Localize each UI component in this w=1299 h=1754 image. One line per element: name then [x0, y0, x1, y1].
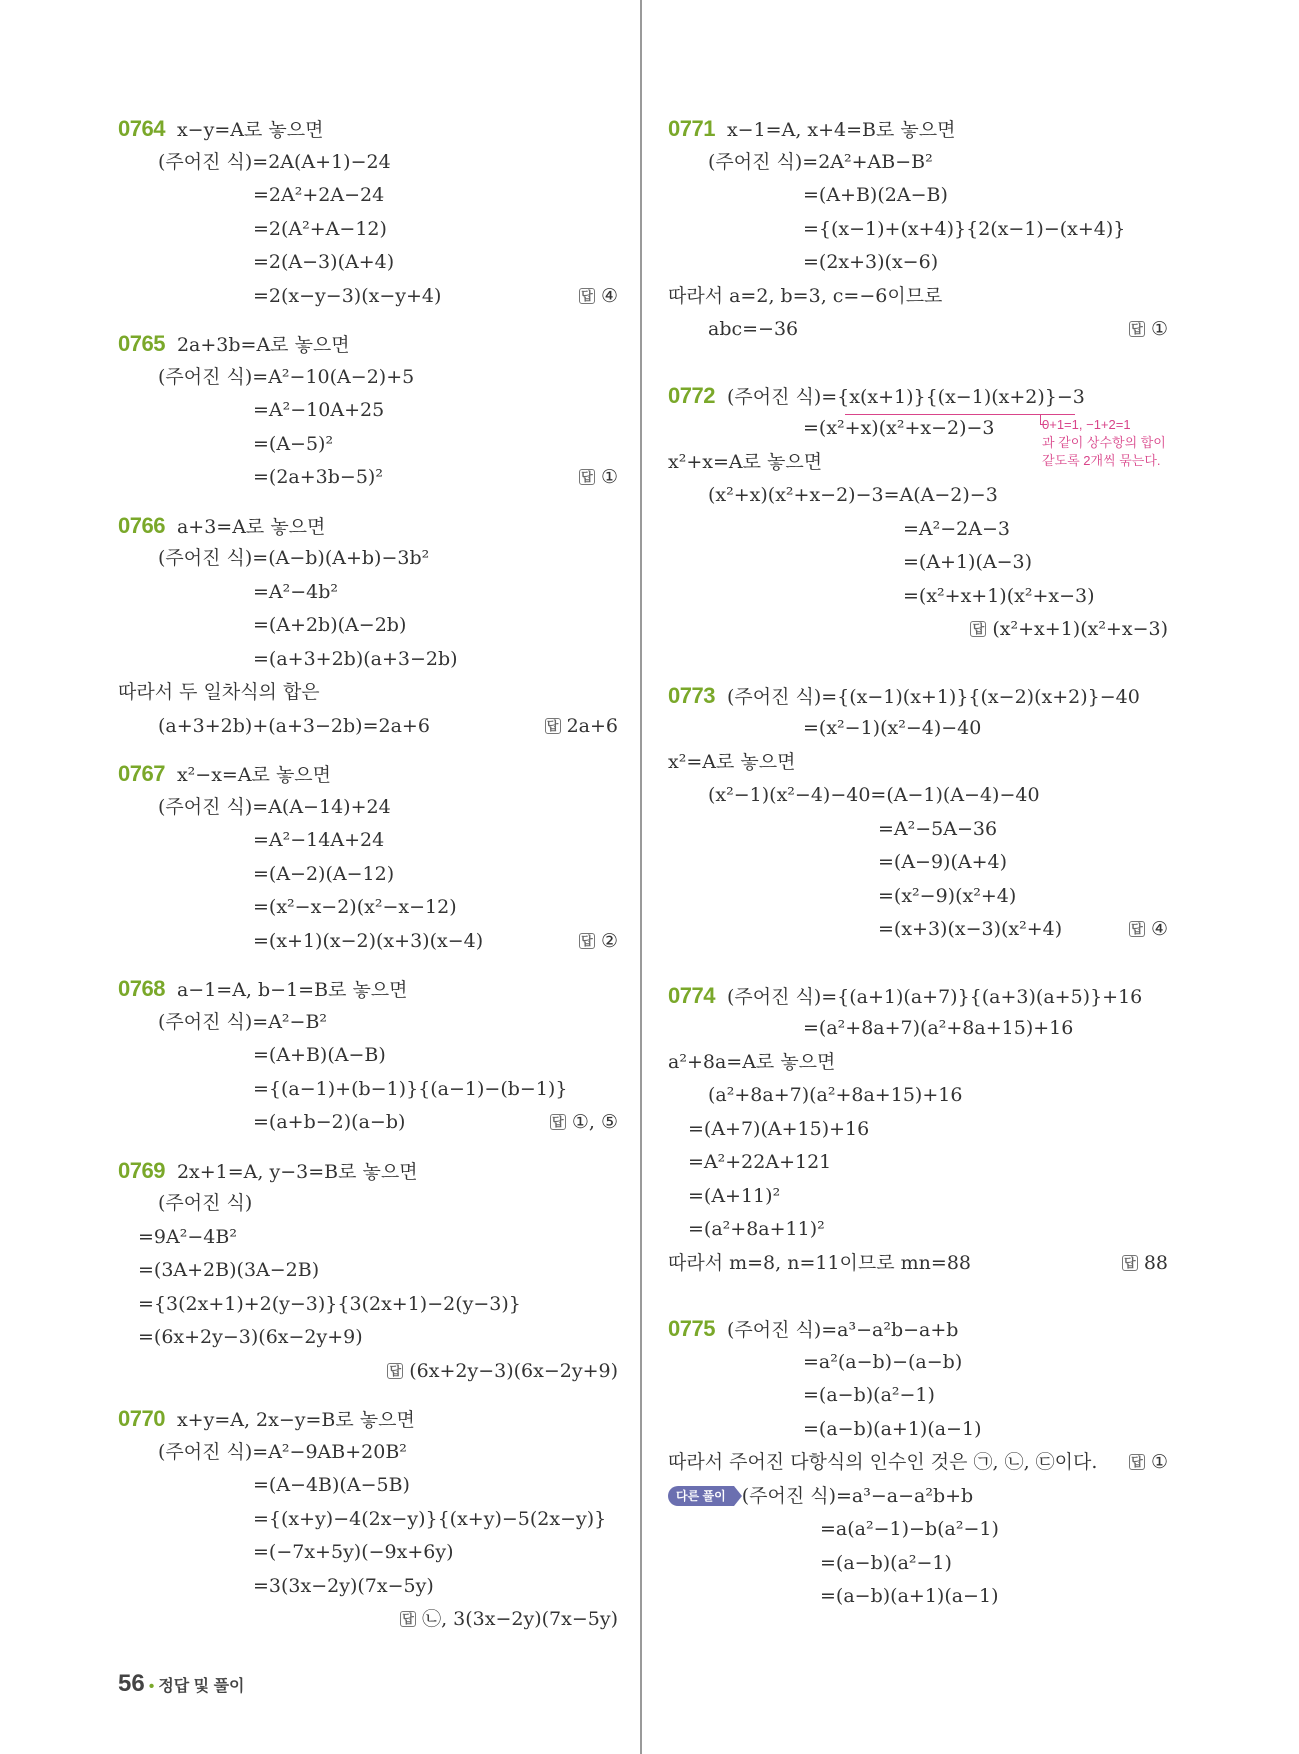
math-text: (a+3+2b)+(a+3−2b)=2a+6 — [158, 714, 430, 737]
solution-line — [118, 1221, 618, 1255]
solution-line — [668, 313, 1168, 347]
answer — [1129, 313, 1168, 347]
solution-line — [668, 813, 1168, 847]
math-text: a+3=A로 놓으면 — [176, 515, 326, 538]
math-text: =A²−2A−3 — [903, 517, 1010, 540]
math-text: x²=A로 놓으면 — [668, 750, 796, 773]
margin-note-0772 — [1042, 416, 1187, 470]
math-text: =a(a²−1)−b(a²−1) — [820, 1518, 999, 1540]
math-text: =(a+3+2b)(a+3−2b) — [253, 647, 458, 670]
math-text: (주어진 식)={x(x+1)}{(x−1)(x+2)}−3 — [726, 385, 1085, 408]
page-number: 56 — [118, 1670, 145, 1697]
solution-line — [118, 509, 618, 543]
answer-badge: 답 — [1129, 321, 1145, 337]
answer-value: (x²+x+1)(x²+x−3) — [992, 618, 1168, 640]
problem-0768 — [118, 972, 618, 1140]
solution-line — [668, 146, 1168, 180]
problem-number: 0770 — [118, 1406, 165, 1431]
problem-number: 0771 — [668, 116, 715, 141]
solution-line — [668, 1012, 1168, 1046]
math-text: (주어진 식)=A²−10(A−2)+5 — [158, 365, 415, 388]
section-gap — [668, 661, 1168, 679]
math-text: =(2a+3b−5)² — [253, 466, 383, 488]
problem-number: 0765 — [118, 331, 165, 356]
solution-line — [668, 479, 1168, 513]
math-text: 2x+1=A, y−3=B로 놓으면 — [176, 1160, 418, 1183]
column-divider — [640, 0, 642, 1754]
math-text: (주어진 식) — [158, 1192, 253, 1214]
math-text: =(a²+8a+7)(a²+8a+15)+16 — [803, 1017, 1074, 1039]
solution-line — [118, 112, 618, 146]
solution-line — [668, 613, 1168, 647]
math-text: =(A+B)(A−B) — [253, 1044, 386, 1066]
math-text: (주어진 식)=2A²+AB−B² — [708, 150, 933, 173]
solution-line — [668, 712, 1168, 746]
answer — [550, 1106, 618, 1140]
solution-line — [668, 1213, 1168, 1247]
math-text: =(A−5)² — [253, 432, 334, 455]
section-gap — [668, 961, 1168, 979]
problem-0767 — [118, 757, 618, 958]
solution-line — [118, 824, 618, 858]
math-text: (주어진 식)={(a+1)(a+7)}{(a+3)(a+5)}+16 — [726, 985, 1143, 1008]
math-text: (주어진 식)=a³−a²b−a+b — [726, 1319, 959, 1341]
solution-line — [668, 1379, 1168, 1413]
math-text: ={3(2x+1)+2(y−3)}{3(2x+1)−2(y−3)} — [138, 1292, 521, 1315]
math-text: ={(x−1)+(x+4)}{2(x−1)−(x+4)} — [803, 217, 1126, 240]
math-text: =(A−9)(A+4) — [878, 851, 1008, 873]
math-text: =(a−b)(a²−1) — [803, 1384, 935, 1406]
math-text: (주어진 식)=A²−B² — [158, 1010, 328, 1033]
answer-value: 88 — [1143, 1251, 1168, 1274]
solution-line — [118, 710, 618, 744]
answer-value: ① — [1150, 1451, 1168, 1473]
math-text: =(A+7)(A+15)+16 — [688, 1117, 870, 1140]
solution-line — [118, 858, 618, 892]
solution-line — [118, 1254, 618, 1288]
problem-0764 — [118, 112, 618, 313]
math-text: =2A²+2A−24 — [253, 184, 385, 206]
solution-line — [118, 757, 618, 791]
math-text: 따라서 a=2, b=3, c=−6이므로 — [668, 284, 943, 307]
math-text: (주어진 식)=A²−9AB+20B² — [158, 1440, 407, 1463]
footer-bullet: • — [148, 1678, 155, 1695]
note-line: 같도록 2개씩 묶는다. — [1042, 453, 1161, 468]
answer-badge: 답 — [579, 288, 595, 304]
math-text: =2(A²+A−12) — [253, 217, 387, 240]
solution-line — [118, 1536, 618, 1570]
solution-line — [668, 513, 1168, 547]
solution-line — [118, 791, 618, 825]
answer-badge: 답 — [1122, 1255, 1138, 1271]
answer-value: ①, ⑤ — [571, 1111, 618, 1133]
solution-line — [668, 1247, 1168, 1281]
math-text: =A²+22A+121 — [688, 1151, 832, 1173]
math-text: (주어진 식)=a³−a−a²b+b — [741, 1484, 974, 1507]
answer-badge: 답 — [579, 469, 595, 485]
problem-number: 0767 — [118, 761, 165, 786]
solution-line — [118, 1436, 618, 1470]
solution-line — [118, 1503, 618, 1537]
solution-line — [118, 643, 618, 677]
solution-line — [118, 280, 618, 314]
math-text: =A²−10A+25 — [253, 399, 385, 421]
math-text: =(2x+3)(x−6) — [803, 251, 939, 273]
math-text: =(A−4B)(A−5B) — [253, 1474, 410, 1496]
answer-badge: 답 — [1129, 921, 1145, 937]
solution-line — [118, 1321, 618, 1355]
answer — [387, 1355, 618, 1389]
section-gap — [668, 1294, 1168, 1312]
solution-line — [668, 213, 1168, 247]
solution-line — [668, 1113, 1168, 1147]
solution-line — [668, 679, 1168, 713]
answer — [579, 280, 618, 314]
solution-line — [118, 609, 618, 643]
solution-line — [118, 1073, 618, 1107]
solution-line — [668, 1079, 1168, 1113]
math-text: =(a−b)(a²−1) — [820, 1551, 952, 1574]
left-column — [118, 112, 618, 1651]
math-text: =(A+1)(A−3) — [903, 551, 1033, 573]
math-text: =A²−14A+24 — [253, 829, 385, 851]
solution-line — [118, 925, 618, 959]
math-text: =a²(a−b)−(a−b) — [803, 1350, 963, 1373]
math-text: 따라서 m=8, n=11이므로 mn=88 — [668, 1251, 971, 1274]
answer — [1129, 1446, 1168, 1480]
math-text: x−y=A로 놓으면 — [176, 119, 324, 141]
solution-line — [668, 1312, 1168, 1346]
solution-line — [118, 1039, 618, 1073]
solution-line — [118, 1603, 618, 1637]
solution-line — [668, 1180, 1168, 1214]
answer — [579, 461, 618, 495]
answer-value: ㉡, 3(3x−2y)(7x−5y) — [422, 1608, 618, 1630]
solution-line — [668, 1146, 1168, 1180]
solution-line — [668, 1547, 1168, 1581]
math-text: a²+8a=A로 놓으면 — [668, 1050, 836, 1073]
answer — [545, 710, 618, 744]
problem-number: 0772 — [668, 382, 715, 408]
answer-value: ① — [600, 466, 618, 488]
solution-line — [118, 394, 618, 428]
problem-0773 — [668, 679, 1168, 947]
solution-line — [118, 461, 618, 495]
problem-0775 — [668, 1312, 1168, 1614]
answer-value: ④ — [600, 284, 618, 307]
math-text: =(x²−1)(x²−4)−40 — [803, 717, 982, 739]
math-text: abc=−36 — [708, 318, 799, 340]
solution-line — [118, 1469, 618, 1503]
math-text: =9A²−4B² — [138, 1225, 237, 1248]
answer-badge: 답 — [579, 933, 595, 949]
note-line: 과 같이 상수항의 합이 — [1042, 435, 1166, 450]
solution-line — [118, 891, 618, 925]
solution-line — [118, 542, 618, 576]
math-text: 따라서 주어진 다항식의 인수인 것은 ㉠, ㉡, ㉢이다. — [668, 1451, 1098, 1473]
answer-badge: 답 — [545, 718, 561, 734]
math-text: x−1=A, x+4=B로 놓으면 — [726, 119, 956, 141]
solution-line — [668, 846, 1168, 880]
math-text: (주어진 식)={(x−1)(x+1)}{(x−2)(x+2)}−40 — [726, 685, 1140, 708]
problem-0770 — [118, 1402, 618, 1637]
answer-value: ④ — [1150, 918, 1168, 940]
math-text: (x²−1)(x²−4)−40=(A−1)(A−4)−40 — [708, 784, 1040, 806]
answer — [1129, 913, 1168, 947]
math-text: =(a+b−2)(a−b) — [253, 1111, 406, 1133]
solution-line — [668, 179, 1168, 213]
math-text: x²−x=A로 놓으면 — [176, 764, 332, 786]
math-text: (x²+x)(x²+x−2)−3=A(A−2)−3 — [708, 484, 998, 506]
problem-0765 — [118, 327, 618, 495]
solution-line — [668, 112, 1168, 146]
footer-label: 정답 및 풀이 — [158, 1678, 245, 1695]
problem-0766 — [118, 509, 618, 744]
solution-line — [118, 213, 618, 247]
answer-badge: 답 — [387, 1363, 403, 1379]
solution-line — [668, 1346, 1168, 1380]
problem-number: 0769 — [118, 1157, 165, 1183]
math-text: x+y=A, 2x−y=B로 놓으면 — [176, 1409, 415, 1431]
solution-line — [668, 1580, 1168, 1614]
solution-line — [118, 1187, 618, 1221]
solution-line — [118, 1402, 618, 1436]
answer — [970, 613, 1168, 647]
solution-line — [668, 546, 1168, 580]
math-text: =(x+1)(x−2)(x+3)(x−4) — [253, 929, 484, 952]
math-text: =2(A−3)(A+4) — [253, 251, 395, 273]
solution-line — [668, 1046, 1168, 1080]
solution-line — [668, 1446, 1168, 1480]
solution-line — [668, 1480, 1168, 1514]
math-text: =(x²−9)(x²+4) — [878, 884, 1017, 907]
solution-line — [118, 1355, 618, 1389]
math-text: (주어진 식)=A(A−14)+24 — [158, 795, 391, 818]
solution-line — [668, 379, 1168, 413]
solution-line — [118, 428, 618, 462]
solution-line — [118, 146, 618, 180]
solution-line — [118, 1570, 618, 1604]
math-text: =(A−2)(A−12) — [253, 862, 395, 885]
problem-0774 — [668, 979, 1168, 1281]
solution-line — [118, 1106, 618, 1140]
answer — [579, 925, 618, 959]
math-text: =(A+B)(2A−B) — [803, 184, 948, 206]
problem-number: 0774 — [668, 982, 715, 1008]
math-text: ={(a−1)+(b−1)}{(a−1)−(b−1)} — [253, 1077, 568, 1100]
math-text: =(x+3)(x−3)(x²+4) — [878, 918, 1063, 940]
alt-solution-badge: 다른 풀이 — [668, 1486, 734, 1506]
solution-line — [668, 913, 1168, 947]
solution-line — [118, 179, 618, 213]
solution-line — [668, 1413, 1168, 1447]
problem-number: 0766 — [118, 512, 165, 538]
math-text: =(a−b)(a+1)(a−1) — [820, 1585, 999, 1607]
answer — [400, 1603, 618, 1637]
solution-line — [668, 746, 1168, 780]
math-text: =(−7x+5y)(−9x+6y) — [253, 1541, 454, 1563]
section-gap — [668, 361, 1168, 379]
math-text: x²+x=A로 놓으면 — [668, 450, 823, 473]
math-text: =(x²+x)(x²+x−2)−3 — [803, 417, 995, 439]
math-text: =(6x+2y−3)(6x−2y+9) — [138, 1326, 363, 1348]
math-text: 따라서 두 일차식의 합은 — [118, 681, 320, 703]
solution-line — [668, 246, 1168, 280]
solution-line — [118, 327, 618, 361]
math-text: =(A+11)² — [688, 1184, 781, 1207]
math-text: =(x²−x−2)(x²−x−12) — [253, 896, 457, 918]
answer-value: 2a+6 — [566, 714, 618, 737]
solution-line — [118, 1288, 618, 1322]
math-text: =(A+2b)(A−2b) — [253, 614, 407, 636]
solution-line — [118, 972, 618, 1006]
problem-number: 0764 — [118, 116, 165, 141]
solution-line — [118, 1006, 618, 1040]
math-text: (주어진 식)=(A−b)(A+b)−3b² — [158, 547, 430, 569]
answer-badge: 답 — [970, 621, 986, 637]
problem-0769 — [118, 1154, 618, 1389]
solution-line — [118, 1154, 618, 1188]
math-text: =(x²+x+1)(x²+x−3) — [903, 584, 1095, 607]
solution-line — [118, 676, 618, 710]
solution-line — [118, 246, 618, 280]
problem-0771 — [668, 112, 1168, 347]
problem-number: 0768 — [118, 976, 165, 1001]
math-text: 2a+3b=A로 놓으면 — [176, 334, 350, 356]
solution-line — [668, 979, 1168, 1013]
answer-value: (6x+2y−3)(6x−2y+9) — [409, 1359, 618, 1382]
math-text: =(a²+8a+11)² — [688, 1218, 825, 1240]
right-column — [668, 112, 1168, 1628]
math-text: ={(x+y)−4(2x−y)}{(x+y)−5(2x−y)} — [253, 1507, 607, 1530]
math-text: =A²−4b² — [253, 580, 339, 603]
math-text: (주어진 식)=2A(A+1)−24 — [158, 150, 391, 173]
math-text: (a²+8a+7)(a²+8a+15)+16 — [708, 1084, 963, 1106]
answer-badge: 답 — [1129, 1454, 1145, 1470]
answer-value: ① — [1150, 318, 1168, 340]
note-line: 0+1=1, −1+2=1 — [1042, 417, 1131, 432]
page-footer — [118, 1670, 244, 1698]
problem-number: 0775 — [668, 1316, 715, 1341]
solution-line — [668, 580, 1168, 614]
math-text: =(3A+2B)(3A−2B) — [138, 1259, 320, 1281]
solution-line — [668, 779, 1168, 813]
solution-line — [668, 280, 1168, 314]
math-text: =A²−5A−36 — [878, 817, 998, 840]
solution-line — [118, 361, 618, 395]
math-text: =(a−b)(a+1)(a−1) — [803, 1417, 982, 1440]
solution-line — [668, 880, 1168, 914]
answer-badge: 답 — [550, 1114, 566, 1130]
answer — [1122, 1247, 1168, 1281]
solution-line — [118, 576, 618, 610]
solution-line — [668, 1513, 1168, 1547]
math-text: =2(x−y−3)(x−y+4) — [253, 284, 442, 307]
math-text: =3(3x−2y)(7x−5y) — [253, 1574, 434, 1597]
answer-badge: 답 — [400, 1611, 416, 1627]
answer-value: ② — [600, 929, 618, 952]
problem-number: 0773 — [668, 682, 715, 708]
math-text: a−1=A, b−1=B로 놓으면 — [176, 979, 408, 1001]
